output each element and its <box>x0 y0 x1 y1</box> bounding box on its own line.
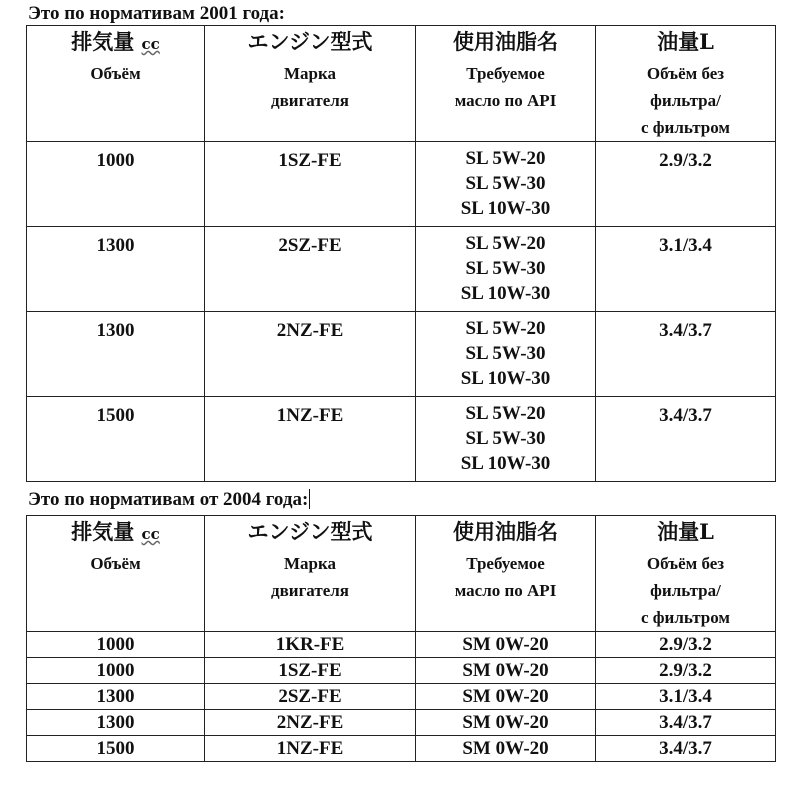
cell-oil: SM 0W-20 <box>416 710 596 736</box>
cell-oil: SL 5W-20 SL 5W-30 SL 10W-30 <box>416 397 596 482</box>
header-ru-volume: Объём <box>27 546 205 632</box>
cell-oil: SM 0W-20 <box>416 658 596 684</box>
header-jp-oil: 使用油脂名 <box>416 26 596 57</box>
cell-volume: 1300 <box>27 227 205 312</box>
oil-table-2004 <box>26 515 776 762</box>
header-jp-engine: エンジン型式 <box>205 26 416 57</box>
table-row <box>27 684 776 710</box>
cell-capacity: 3.4/3.7 <box>596 710 776 736</box>
heading-2001: Это по нормативам 2001 года: <box>28 3 285 24</box>
table-row <box>27 142 776 227</box>
heading-2004: Это по нормативам от 2004 года: <box>28 489 309 510</box>
cell-capacity: 3.1/3.4 <box>596 227 776 312</box>
header-row-ru <box>27 56 776 142</box>
cell-capacity: 2.9/3.2 <box>596 632 776 658</box>
cell-volume: 1300 <box>27 684 205 710</box>
cell-engine: 1NZ-FE <box>205 736 416 762</box>
header-jp-displacement: 排気量 cc <box>27 26 205 57</box>
cell-volume: 1300 <box>27 312 205 397</box>
cell-capacity: 3.4/3.7 <box>596 397 776 482</box>
cell-capacity: 2.9/3.2 <box>596 142 776 227</box>
cell-volume: 1000 <box>27 658 205 684</box>
header-row-jp <box>27 26 776 57</box>
cell-oil: SL 5W-20 SL 5W-30 SL 10W-30 <box>416 227 596 312</box>
cell-engine: 2SZ-FE <box>205 227 416 312</box>
cell-engine: 1SZ-FE <box>205 142 416 227</box>
table-row <box>27 710 776 736</box>
cell-engine: 1NZ-FE <box>205 397 416 482</box>
header-row-jp <box>27 516 776 547</box>
header-ru-oil: Требуемое масло по API <box>416 56 596 142</box>
oil-table-2001 <box>26 25 776 482</box>
cell-oil: SL 5W-20 SL 5W-30 SL 10W-30 <box>416 142 596 227</box>
header-jp-oil: 使用油脂名 <box>416 516 596 547</box>
table-row <box>27 736 776 762</box>
header-row-ru <box>27 546 776 632</box>
table-row <box>27 312 776 397</box>
cell-engine: 2NZ-FE <box>205 710 416 736</box>
header-ru-engine: Марка двигателя <box>205 546 416 632</box>
header-jp-capacity: 油量L <box>596 26 776 57</box>
cell-capacity: 3.1/3.4 <box>596 684 776 710</box>
table-row <box>27 658 776 684</box>
cell-engine: 2NZ-FE <box>205 312 416 397</box>
header-ru-capacity: Объём без фильтра/ с фильтром <box>596 56 776 142</box>
cell-volume: 1000 <box>27 142 205 227</box>
header-jp-cc: cc <box>141 525 160 543</box>
cell-capacity: 3.4/3.7 <box>596 736 776 762</box>
cell-oil: SM 0W-20 <box>416 736 596 762</box>
table-row <box>27 632 776 658</box>
cell-volume: 1500 <box>27 736 205 762</box>
cell-volume: 1300 <box>27 710 205 736</box>
cell-volume: 1500 <box>27 397 205 482</box>
table-row <box>27 227 776 312</box>
header-ru-volume: Объём <box>27 56 205 142</box>
cell-oil: SM 0W-20 <box>416 684 596 710</box>
header-jp-capacity: 油量L <box>596 516 776 547</box>
table-row <box>27 397 776 482</box>
header-ru-capacity: Объём без фильтра/ с фильтром <box>596 546 776 632</box>
header-jp-cc: cc <box>141 35 160 53</box>
header-ru-engine: Марка двигателя <box>205 56 416 142</box>
cell-volume: 1000 <box>27 632 205 658</box>
header-jp-engine: エンジン型式 <box>205 516 416 547</box>
header-ru-oil: Требуемое масло по API <box>416 546 596 632</box>
cell-engine: 1SZ-FE <box>205 658 416 684</box>
header-jp-displacement: 排気量 cc <box>27 516 205 547</box>
cell-oil: SM 0W-20 <box>416 632 596 658</box>
cell-capacity: 2.9/3.2 <box>596 658 776 684</box>
cell-capacity: 3.4/3.7 <box>596 312 776 397</box>
cell-oil: SL 5W-20 SL 5W-30 SL 10W-30 <box>416 312 596 397</box>
cell-engine: 1KR-FE <box>205 632 416 658</box>
cell-engine: 2SZ-FE <box>205 684 416 710</box>
text-cursor <box>309 489 310 509</box>
